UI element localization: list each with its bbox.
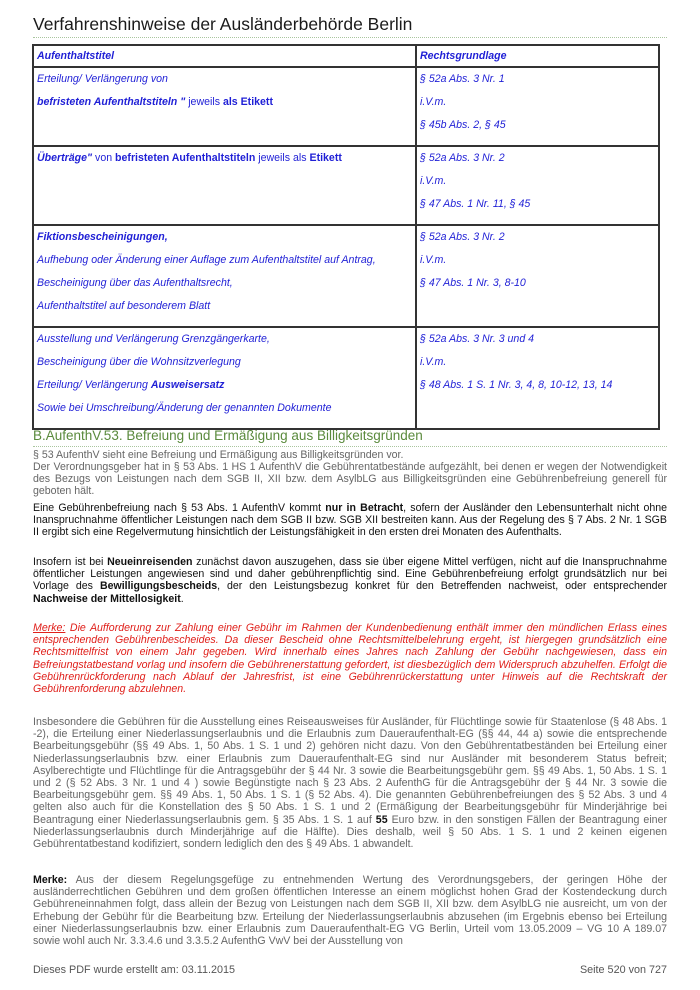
table-cell	[33, 146, 416, 225]
paragraph-4	[33, 716, 667, 850]
section-title: B.AufenthV.53. Befreiung und Ermäßigung aus Billigkeitsgründen	[33, 428, 423, 443]
merke-label: Merke:	[33, 622, 66, 634]
text-run: nur in Betracht	[325, 502, 404, 514]
cell-text: jeweils	[185, 96, 223, 108]
cell-line: Bescheinigung über die Wohnsitzverlegung	[37, 356, 241, 368]
legal-basis-table	[32, 44, 660, 430]
section-divider	[33, 446, 667, 447]
cell-line	[37, 151, 412, 174]
cell-line: § 52a Abs. 3 Nr. 3 und 4	[420, 333, 535, 345]
cell-line	[37, 118, 412, 141]
text-run: Neueinreisenden	[107, 556, 193, 568]
cell-line: Aufenthaltstitel auf besonderem Blatt	[37, 300, 211, 312]
table-cell	[33, 327, 416, 429]
cell-line	[37, 72, 412, 95]
footer-page-number: Seite 520 von 727	[579, 964, 667, 976]
cell-line: i.V.m.	[420, 175, 447, 187]
paragraph-1: Der Verordnungsgeber hat in § 53 Abs. 1 HS 1 AufenthV die Gebührentatbestände aufgezählt, bei denen er wegen der Notwendigkeit des Bezugs von Leistungen nach dem SGB II, XII bzw. dem AsylbLG aus Billigkeitsgründen eine Gebührenbefreiung generell für geboten hält.	[33, 461, 667, 498]
text-run: Euro bzw. in den sonstigen Fällen der Beantragung einer Niederlassungserlaubnis durch Minderjährige auf die Hälfte). Dies deshalb, weil § 50 Abs. 1 S. 1 und 2 keinen eigenen Gebührentatbestand kodifiziert, sondern lediglich den des § 49 Abs. 1 abwandelt.	[33, 813, 667, 851]
column-header-rechtsgrundlage: Rechtsgrundlage	[416, 45, 659, 67]
cell-line	[37, 197, 412, 220]
table-cell	[416, 146, 659, 225]
cell-line: § 45b Abs. 2, § 45	[420, 119, 506, 131]
cell-text: befristeten Aufenthaltstiteln "	[37, 96, 186, 108]
cell-line	[37, 378, 412, 401]
cell-text: Erteilung/ Verlängerung	[37, 379, 151, 391]
page-title: Verfahrenshinweise der Ausländerbehörde Berlin	[33, 14, 413, 34]
text-run: Merke:	[33, 874, 68, 886]
text-run: , der den Leistungsbezug konkret für den Betreffenden nachweist, oder entsprechender	[217, 580, 667, 593]
cell-line: § 52a Abs. 3 Nr. 2	[420, 152, 505, 164]
table-row	[33, 327, 659, 429]
table-row	[33, 146, 659, 225]
cell-line: § 47 Abs. 1 Nr. 11, § 45	[420, 198, 531, 210]
footer-created-date: Dieses PDF wurde erstellt am: 03.11.2015	[33, 964, 236, 976]
paragraph-2	[33, 502, 667, 539]
table-cell	[416, 327, 659, 429]
title-divider	[33, 37, 667, 38]
cell-line: § 47 Abs. 1 Nr. 3, 8-10	[420, 277, 526, 289]
table-row	[33, 225, 659, 327]
paragraph-3	[33, 556, 667, 605]
merke-note	[33, 622, 667, 695]
text-run: .	[180, 592, 184, 605]
cell-text: von	[92, 152, 116, 164]
table-row	[33, 67, 659, 146]
cell-line: Fiktionsbescheinigungen,	[37, 231, 168, 243]
cell-line: § 48 Abs. 1 S. 1 Nr. 3, 4, 8, 10-12, 13, 14	[420, 379, 613, 391]
text-run: Aus der diesem Regelungsgefüge zu entnehmenden Wertung des Verordnungsgebers, der geringen Höhe der ausländerrechtlichen Gebühren und dem großen öffentlichen Interesse an einem möglichst hohen Grad der Kostendeckung durch Gebühreneinnahmen folgt, dass allein der Bezug von Leistungen nach dem SGB II, XII bzw. dem AsylbLG nie ausreicht, um von der Erhebung der Gebühr für die Bearbeitung bzw. Erteilung der Niederlassungserlaubnis abzusehen (im Ergebnis ebenso bei Erteilung einer Niederlassungserlaubnis bzw. einer Erlaubnis zum Daueraufenthalt-EG VG Berlin, Urteil vom 13.05.2009 – VG 10 A 189.07 sowie wohl auch Nr. 3.3.4.6 und 3.3.5.2 AufenthG VwV bei der Ausstellung von	[33, 874, 667, 948]
text-run: Insbesondere die Gebühren für die Ausstellung eines Reiseausweises für Ausländer, für Flüchtlinge sowie für Staatenlose (§ 48 Abs. 1 -2), die Erteilung einer Niederlassungserlaubnis und die Erlaubnis zum Daueraufenthalt-EG (§§ 44, 44 a) sowie die entsprechende Bearbeitungsgebühr (§§ 49 Abs. 1, 50 Abs. 1 S. 1 und 2) gehören nicht dazu. Von den Gebührentatbeständen bei Erteilung einer Niederlassungserlaubnis bzw. einer Erlaubnis zum Daueraufenthalt-EG sind nur Ausländer mit besonderem Status befreit; Asylberechtigte und Flüchtlinge für die Antragsgebühr der § 44 Nr. 3 sowie die Bearbeitungsgebühr gem. §§ 49 Abs. 1, 50 Abs. 1 S. 1 und 2 (§ 52 Abs. 3 Nr. 1 und 4 ) sowie Begünstigte nach § 23 Abs. 2 AufenthG für die Antragsgebühr der § 44 Nr. 3 sowie die Bearbeitungsgebühr gem. §§ 49 Abs. 1, 50 Abs. 1 S. 1 (§ 52 Abs. 4). Die genannten Gebührenbefreiungen des § 52 Abs. 3 und 4 gelten also auch für die Konstellation des § 50 Abs. 1 S. 1 und 2 (Ermäßigung der Bearbeitungsgebühr für Minderjährige bei Beantragung einer Niederlassungserlaubnis gem. § 35 Abs. 1 S. 1 auf	[33, 716, 667, 826]
cell-text: als Etikett	[222, 96, 273, 108]
merke-text: Die Aufforderung zur Zahlung einer Gebühr im Rahmen der Kundenbedienung enthält immer den mündlichen Erlass eines entsprechenden Gebührenbescheides. Da dieser Bescheid ohne Rechtsmittelbelehrung ergeht, ist hiergegen grundsätzlich eine Rechtsmittelfrist von einem Jahr gegeben. Wird innerhalb eines Jahres nach Zahlung der Gebühr nachgewiesen, dass ein Befreiungstatbestand vorlag und insofern die Gebührenerstattung gefordert, ist diesbezüglich dem Widerspruch abzuhelfen. Erfolgt die Gebührenrückforderung nach Ablauf der Jahresfrist, ist eine Gebührenrückerstattung unter Hinweis auf die Rechtskraft der Gebührenforderung abzulehnen.	[33, 622, 667, 696]
cell-line: i.V.m.	[420, 254, 447, 266]
column-header-aufenthaltstitel: Aufenthaltstitel	[33, 45, 416, 67]
table-header-row	[33, 45, 659, 67]
cell-text: Erteilung/ Verlängerung von	[37, 73, 168, 85]
paragraph-5	[33, 874, 667, 950]
cell-text: jeweils als	[255, 152, 310, 164]
intro-paragraph: § 53 AufenthV sieht eine Befreiung und Ermäßigung aus Billigkeitsgründen vor.	[33, 449, 404, 461]
cell-line: § 52a Abs. 3 Nr. 1	[420, 73, 505, 85]
text-run: Nachweise der Mittellosigkeit	[33, 592, 181, 605]
cell-line: Bescheinigung über das Aufenthaltsrecht,	[37, 277, 233, 289]
cell-line: Sowie bei Umschreibung/Änderung der genannten Dokumente	[37, 402, 332, 414]
table-cell	[416, 67, 659, 146]
text-run: zunächst davon auszugehen, dass sie über eigene Mittel verfügen, nicht auf die Inanspruchnahme öffentlicher Leistungen angewiesen sind und daher gebührenpflichtig sind. Eine Gebührenbefreiung erfolgt grundsätzlich nur bei Vorlage des	[33, 556, 667, 593]
cell-text: befristeten Aufenthaltstiteln	[115, 152, 256, 164]
text-run: Bewilligungsbescheids	[99, 580, 218, 593]
cell-line: i.V.m.	[420, 356, 447, 368]
cell-line: Aufhebung oder Änderung einer Auflage zum Aufenthaltstitel auf Antrag,	[37, 254, 376, 266]
cell-text: Etikett	[309, 152, 342, 164]
table-cell	[33, 67, 416, 146]
cell-line: Ausstellung und Verlängerung Grenzgängerkarte,	[37, 333, 270, 345]
text-run: , sofern der Ausländer den Lebensunterhalt nicht ohne Inanspruchnahme öffentlicher Leistungen nach dem SGB II bzw. SGB XII bestreiten kann. Aus der Regelung des § 7 Abs. 2 Nr. 1 SGB II ergibt sich eine Regelvermutung hinsichtlich der Leistungsfähigkeit in den ersten drei Monaten des Aufenthalts.	[33, 502, 668, 539]
cell-text: Überträge"	[37, 152, 93, 164]
text-run: Insofern ist bei	[33, 556, 108, 568]
cell-text: Ausweisersatz	[150, 379, 225, 391]
text-run: Eine Gebührenbefreiung nach § 53 Abs. 1 AufenthV kommt	[33, 502, 326, 514]
cell-line	[37, 174, 412, 197]
cell-line	[37, 95, 412, 118]
table-cell	[33, 225, 416, 327]
text-run: 55	[375, 813, 388, 826]
table-cell	[416, 225, 659, 327]
cell-line: i.V.m.	[420, 96, 447, 108]
cell-line: § 52a Abs. 3 Nr. 2	[420, 231, 505, 243]
